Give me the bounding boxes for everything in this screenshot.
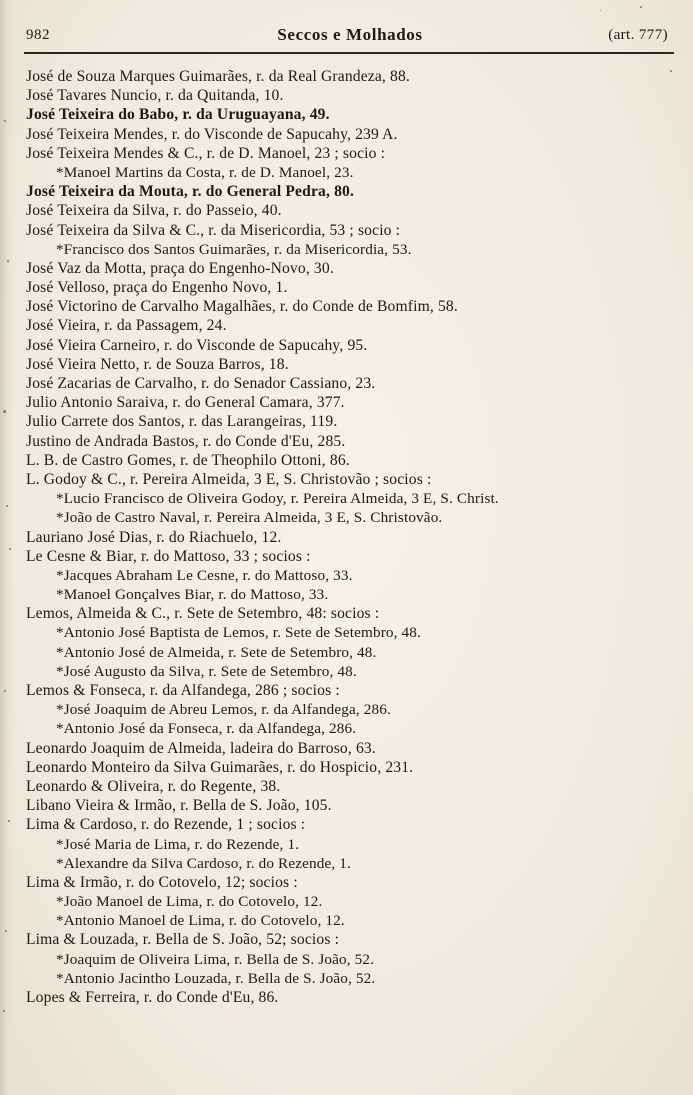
ink-speck [3,1010,5,1012]
ink-speck [4,120,6,122]
partner-entry: *Lucio Francisco de Oliveira Godoy, r. Pereira Almeida, 3 E, S. Christ. [56,490,499,508]
article-reference: (art. 777) [608,27,668,43]
partner-entry: *Manoel Gonçalves Biar, r. do Mattoso, 33. [56,586,329,604]
partner-entry: *Joaquim de Oliveira Lima, r. Bella de S. João, 52. [56,950,375,968]
directory-entry: L. Godoy & C., r. Pereira Almeida, 3 E, S. Christovão ; socios : [26,470,432,488]
directory-entry: Leonardo Monteiro da Silva Guimarães, r. do Hospicio, 231. [26,758,414,776]
partner-entry: *Antonio José da Fonseca, r. da Alfandega, 286. [56,720,357,738]
directory-entry: Justino de Andrada Bastos, r. do Conde d'Eu, 285. [26,432,346,450]
partner-entry: *Alexandre da Silva Cardoso, r. do Rezende, 1. [56,854,351,872]
directory-list [0,67,693,1007]
directory-entry: Lauriano José Dias, r. do Riachuelo, 12. [26,528,282,546]
partner-entry: *João de Castro Naval, r. Pereira Almeida, 3 E, S. Christovão. [56,509,443,527]
ink-speck [600,10,601,11]
ink-speck [3,410,6,413]
ink-speck [7,260,9,262]
partner-entry: *Antonio José de Almeida, r. Sete de Setembro, 48. [56,643,377,661]
directory-entry: Julio Carrete dos Santos, r. das Larangeiras, 119. [26,413,338,431]
partner-entry: *José Augusto da Silva, r. Sete de Setembro, 48. [56,662,357,680]
directory-entry: L. B. de Castro Gomes, r. de Theophilo Ottoni, 86. [26,451,350,469]
partner-entry: *Antonio Jacintho Louzada, r. Bella de S. João, 52. [56,969,376,987]
directory-entry: José Vieira Netto, r. de Souza Barros, 18. [26,355,289,373]
partner-entry: *José Joaquim de Abreu Lemos, r. da Alfandega, 286. [56,701,391,719]
section-title: Seccos e Molhados [277,25,423,44]
running-header [26,25,674,51]
directory-entry: José Zacarias de Carvalho, r. do Senador Cassiano, 23. [26,375,376,392]
directory-entry: Lima & Louzada, r. Bella de S. João, 52; socios : [26,931,340,949]
directory-entry: Lemos & Fonseca, r. da Alfandega, 286 ; socios : [26,682,340,699]
directory-entry: José Vieira Carneiro, r. do Visconde de Sapucahy, 95. [26,336,368,354]
ink-speck [8,820,10,822]
directory-entry: José de Souza Marques Guimarães, r. da Real Grandeza, 88. [26,68,410,85]
partner-entry: *Antonio Manoel de Lima, r. do Cotovelo, 12. [56,912,345,930]
directory-entry: Leonardo Joaquim de Almeida, ladeira do Barroso, 63. [26,739,376,757]
directory-entry: Libano Vieira & Irmão, r. Bella de S. João, 105. [26,797,332,815]
directory-entry: Julio Antonio Saraiva, r. do General Camara, 377. [26,394,345,412]
directory-entry: Lima & Cardoso, r. do Rezende, 1 ; socios : [26,816,306,834]
partner-entry: *Antonio José Baptista de Lemos, r. Sete de Setembro, 48. [56,624,421,642]
directory-entry: Le Cesne & Biar, r. do Mattoso, 33 ; socios : [26,547,311,565]
directory-entry: José Velloso, praça do Engenho Novo, 1. [26,279,288,297]
header-rule [24,52,674,54]
directory-entry: José Teixeira Mendes, r. do Visconde de Sapucahy, 239 A. [26,125,398,143]
ink-speck [640,6,642,8]
directory-entry: José Victorino de Carvalho Magalhães, r. do Conde de Bomfim, 58. [26,298,458,316]
directory-entry: Lima & Irmão, r. do Cotovelo, 12; socios : [26,873,298,891]
directory-entry: José Tavares Nuncio, r. da Quitanda, 10. [26,87,284,105]
directory-entry: José Teixeira do Babo, r. da Uruguayana, 49. [26,106,330,124]
ink-speck [9,548,11,550]
ink-speck [6,505,8,507]
page-number: 982 [26,27,50,43]
directory-entry: José Teixeira da Silva, r. do Passeio, 40. [26,202,282,220]
partner-entry: *João Manoel de Lima, r. do Cotovelo, 12. [56,893,323,911]
directory-entry: José Vieira, r. da Passagem, 24. [26,317,227,335]
ink-speck [670,70,672,72]
directory-entry: Lemos, Almeida & C., r. Sete de Setembro, 48: socios : [26,605,380,623]
partner-entry: *Manoel Martins da Costa, r. de D. Manoel, 23. [56,163,354,181]
ink-speck [4,690,6,692]
ink-speck [5,930,7,932]
directory-entry: Lopes & Ferreira, r. do Conde d'Eu, 86. [26,989,279,1006]
directory-entry: José Teixeira da Silva & C., r. da Misericordia, 53 ; socio : [26,221,401,239]
partner-entry: *José Maria de Lima, r. do Rezende, 1. [56,835,300,853]
partner-entry: *Jacques Abraham Le Cesne, r. do Mattoso, 33. [56,566,353,584]
directory-entry: José Teixeira Mendes & C., r. de D. Manoel, 23 ; socio : [26,144,386,162]
directory-entry: Leonardo & Oliveira, r. do Regente, 38. [26,777,281,795]
directory-entry: José Vaz da Motta, praça do Engenho-Novo, 30. [26,259,334,277]
directory-entry: José Teixeira da Mouta, r. do General Pedra, 80. [26,183,355,201]
partner-entry: *Francisco dos Santos Guimarães, r. da Misericordia, 53. [56,240,412,258]
